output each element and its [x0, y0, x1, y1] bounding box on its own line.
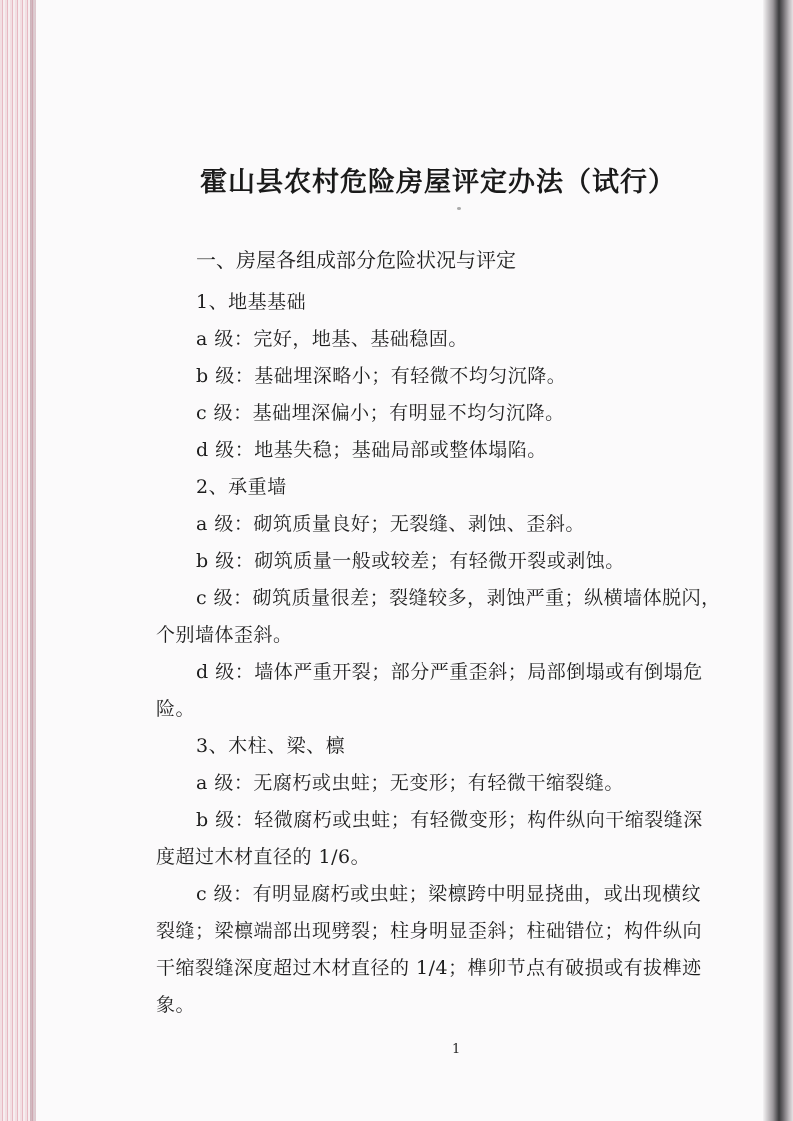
text-line: 象。 [156, 994, 196, 1016]
text-line: d 级：地基失稳；基础局部或整体塌陷。 [196, 439, 547, 461]
text-line: c 级：有明显腐朽或虫蛀；梁檩跨中明显挠曲，或出现横纹 [196, 883, 702, 905]
document-title: 霍山县农村危险房屋评定办法（试行） [200, 167, 676, 198]
text-line: 个别墙体歪斜。 [156, 624, 293, 646]
text-line: b 级：基础埋深略小；有轻微不均匀沉降。 [196, 365, 567, 387]
text-line: 裂缝；梁檩端部出现劈裂；柱身明显歪斜；柱础错位；构件纵向 [156, 920, 703, 942]
text-line: c 级：基础埋深偏小；有明显不均匀沉降。 [196, 402, 565, 424]
subsection-heading-foundation: 1、地基基础 [196, 291, 307, 313]
text-line: d 级：墙体严重开裂；部分严重歪斜；局部倒塌或有倒塌危 [196, 661, 703, 683]
text-line: a 级：完好，地基、基础稳固。 [196, 328, 468, 350]
text-line: b 级：轻微腐朽或虫蛀；有轻微变形；构件纵向干缩裂缝深 [196, 809, 703, 831]
text-line: 度超过木材直径的 1/6。 [156, 846, 371, 868]
section-heading: 一、房屋各组成部分危险状况与评定 [196, 248, 516, 272]
scan-speck [457, 207, 461, 210]
subsection-heading-bearing-wall: 2、承重墙 [196, 476, 287, 498]
text-line: 险。 [156, 698, 196, 720]
text-line: 干缩裂缝深度超过木材直径的 1/4；榫卯节点有破损或有拔榫迹 [156, 957, 702, 979]
book-gutter [763, 0, 793, 1121]
text-line: a 级：无腐朽或虫蛀；无变形；有轻微干缩裂缝。 [196, 772, 624, 794]
text-line: b 级：砌筑质量一般或较差；有轻微开裂或剥蚀。 [196, 550, 625, 572]
text-line: c 级：砌筑质量很差；裂缝较多，剥蚀严重；纵横墙体脱闪， [196, 587, 721, 609]
text-line: a 级：砌筑质量良好；无裂缝、剥蚀、歪斜。 [196, 513, 585, 535]
subsection-heading-timber: 3、木柱、梁、檩 [196, 735, 346, 757]
page-number: 1 [452, 1042, 461, 1057]
